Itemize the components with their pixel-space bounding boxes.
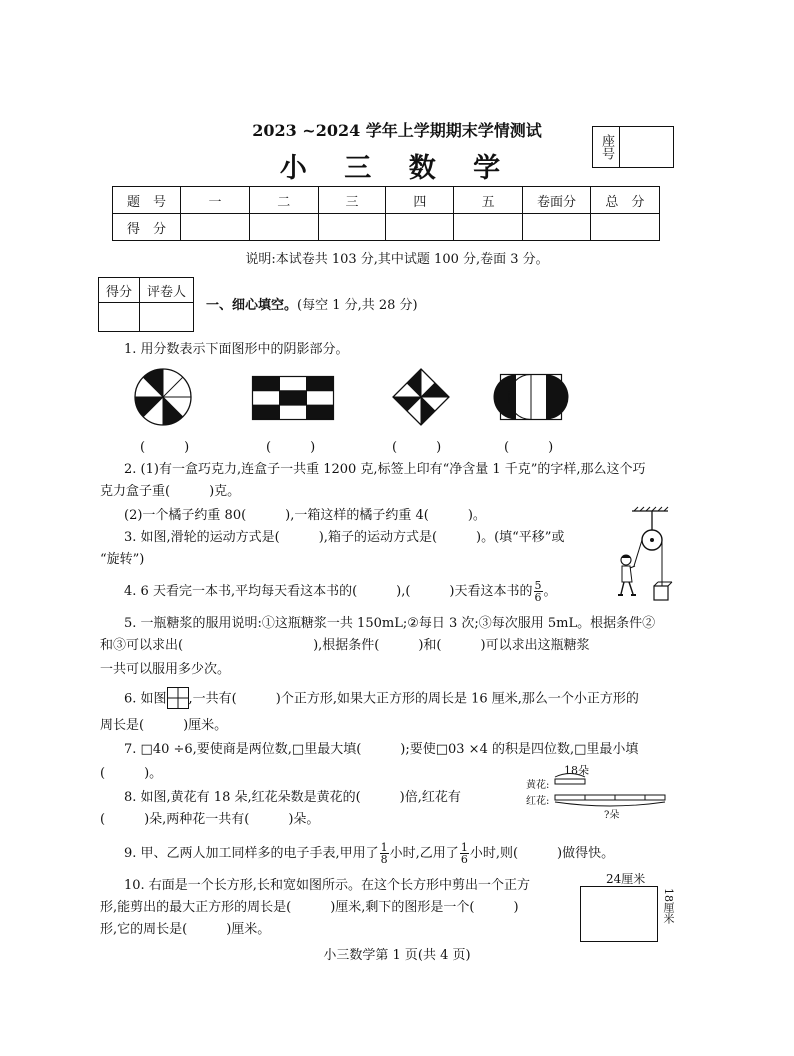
question-7-line1: 7. □40 ÷6,要使商是两位数,□里最大填( );要使□03 ×4 的积是四位数,□里最小填 <box>124 742 639 757</box>
score-header-cell: 题 号 <box>113 187 181 214</box>
question-9-text-mid: 小时,乙用了 <box>389 846 459 861</box>
question-10-line2: 形,能剪出的最大正方形的周长是( )厘米,剩下的图形是一个( ) <box>100 900 519 915</box>
page-footer: 小三数学第 1 页(共 4 页) <box>323 948 471 963</box>
fraction-denominator: 8 <box>380 853 388 866</box>
question-8-line1: 8. 如图,黄花有 18 朵,红花朵数是黄花的( )倍,红花有 <box>124 790 461 805</box>
score-cell[interactable] <box>386 214 454 241</box>
shaded-circle-figure <box>134 368 192 426</box>
score-cell[interactable] <box>181 214 250 241</box>
shaded-diamond-figure <box>392 368 450 426</box>
four-squares-icon <box>167 687 189 709</box>
score-table <box>112 186 660 241</box>
question-6-text-cont: ,一共有( )个正方形,如果大正方形的周长是 16 厘米,那么一个小正方形的 <box>188 691 639 707</box>
shaded-rectangle-figure <box>252 376 334 420</box>
question-1: 1. 用分数表示下面图形中的阴影部分。 <box>124 342 349 357</box>
grader-score-cell[interactable] <box>99 303 140 332</box>
score-table-header-row <box>113 187 660 214</box>
question-5-line3: 一共可以服用多少次。 <box>100 662 231 677</box>
question-9-text-end: 小时,则( )做得快。 <box>469 846 615 861</box>
question-6-line1 <box>124 688 639 710</box>
fraction-one-eighth <box>380 842 389 865</box>
yellow-count-label: 18朵 <box>564 764 589 777</box>
question-6-text: 6. 如图 <box>124 691 167 707</box>
question-8-line2: ( )朵,两种花一共有( )朵。 <box>100 812 320 827</box>
score-header-cell: 三 <box>318 187 386 214</box>
score-header-cell: 二 <box>249 187 318 214</box>
seat-number-box[interactable] <box>592 126 674 168</box>
section-desc: (每空 1 分,共 28 分) <box>297 298 418 313</box>
section-title: 一、细心填空。 <box>206 298 298 313</box>
yellow-flower-label: 黄花: <box>526 780 550 791</box>
fraction-denominator: 6 <box>460 853 468 866</box>
fraction-numerator: 1 <box>380 841 388 854</box>
seat-label: 座号 <box>593 127 620 167</box>
question-3-line2: “旋转”) <box>100 552 145 567</box>
question-4-text: 4. 6 天看完一本书,平均每天看这本书的( ),( )天看这本书的 <box>124 584 533 599</box>
grader-name-label: 评卷人 <box>140 278 194 303</box>
flower-segment-diagram <box>552 772 672 808</box>
grader-score-label: 得分 <box>99 278 140 303</box>
rectangle-length-label: 24厘米 <box>606 872 646 886</box>
score-row-label: 得 分 <box>113 214 181 241</box>
section-heading <box>206 294 418 313</box>
question-2-part1-line2: 克力盒子重( )克。 <box>100 484 241 499</box>
score-header-cell: 卷面分 <box>523 187 591 214</box>
question-7-line2: ( )。 <box>100 766 163 781</box>
question-5-line2: 和③可以求出( ),根据条件( )和( )可以求出这瓶糖浆 <box>100 638 590 653</box>
fraction-numerator: 5 <box>534 579 542 592</box>
question-6-line2: 周长是( )厘米。 <box>100 718 228 733</box>
question-10-line1: 10. 右面是一个长方形,长和宽如图所示。在这个长方形中剪出一个正方 <box>124 878 530 893</box>
fraction-denominator: 6 <box>534 591 542 604</box>
subject-title: 小 三 数 学 <box>279 153 515 184</box>
fraction-five-sixths <box>534 580 543 603</box>
fraction-numerator: 1 <box>460 841 468 854</box>
question-2-part2: (2)一个橘子约重 80( ),一箱这样的橘子约重 4( )。 <box>124 508 486 523</box>
question-4-end: 。 <box>543 584 557 599</box>
question-4 <box>124 580 557 603</box>
red-flower-label: 红花: <box>526 796 550 807</box>
pulley-illustration <box>616 508 672 604</box>
score-cell[interactable] <box>454 214 523 241</box>
red-count-label: ?朵 <box>604 810 620 821</box>
answer-paren-2[interactable]: ( ) <box>266 440 316 455</box>
fraction-one-sixth <box>460 842 469 865</box>
score-header-cell: 五 <box>454 187 523 214</box>
grader-name-cell[interactable] <box>140 303 194 332</box>
score-header-cell: 总 分 <box>590 187 659 214</box>
question-9-text: 9. 甲、乙两人加工同样多的电子手表,甲用了 <box>124 846 379 861</box>
score-cell[interactable] <box>318 214 386 241</box>
shaded-semicircles-figure <box>500 374 562 420</box>
rectangle-width-label: 18厘米 <box>662 888 675 924</box>
answer-paren-3[interactable]: ( ) <box>392 440 442 455</box>
question-10-line3: 形,它的周长是( )厘米。 <box>100 922 271 937</box>
question-3-line1: 3. 如图,滑轮的运动方式是( ),箱子的运动方式是( )。(填“平移”或 <box>124 530 565 545</box>
score-cell[interactable] <box>590 214 659 241</box>
rectangle-figure <box>580 886 658 942</box>
exam-note: 说明:本试卷共 103 分,其中试题 100 分,卷面 3 分。 <box>245 252 549 267</box>
exam-title: 2023 ~2024 学年上学期期末学情测试 <box>252 121 542 140</box>
question-9 <box>124 842 614 865</box>
score-header-cell: 四 <box>386 187 454 214</box>
answer-paren-1[interactable]: ( ) <box>140 440 190 455</box>
question-5-line1: 5. 一瓶糖浆的服用说明:①这瓶糖浆一共 150mL;②每日 3 次;③每次服用 5mL。根据条件② <box>124 616 656 631</box>
score-table-score-row <box>113 214 660 241</box>
question-2-part1-line1: 2. (1)有一盒巧克力,连盒子一共重 1200 克,标签上印有“净含量 1 千克”的字样,那么这个巧 <box>124 462 646 477</box>
answer-paren-4[interactable]: ( ) <box>504 440 554 455</box>
score-cell[interactable] <box>249 214 318 241</box>
grader-box <box>98 277 194 332</box>
score-cell[interactable] <box>523 214 591 241</box>
score-header-cell: 一 <box>181 187 250 214</box>
